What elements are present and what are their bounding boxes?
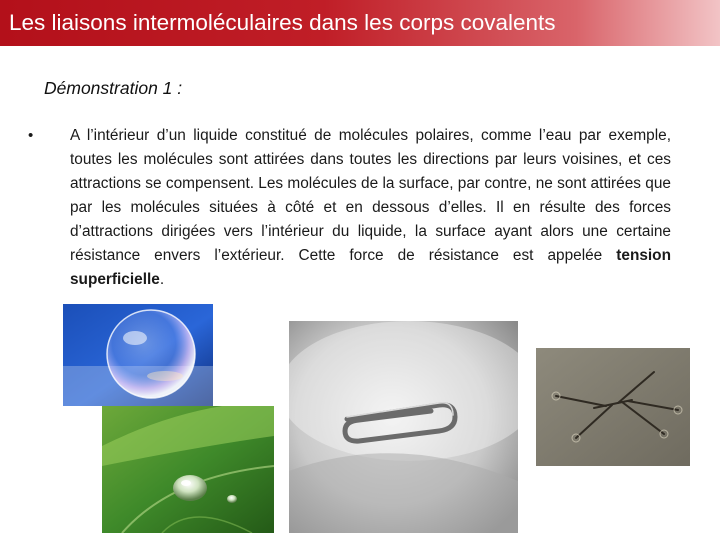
title-bar	[0, 0, 720, 46]
paragraph-text: A l’intérieur d’un liquide constitué de molécules polaires, comme l’eau par exemple, toutes les molécules sont attirées dans toutes les directions par leurs voisines, et ces attractions se compensent. Les molécules de la surface, par contre, ne sont attirées que par les molécules situées à côté et en dessous d’elles. Il en résulte des forces d’attractions dirigées vers l’intérieur du liquide, la surface ayant alors une certaine résistance envers l’extérieur. Cette force de résistance est appelée	[70, 127, 671, 264]
key-term: tension superficielle	[70, 247, 671, 288]
slide-title: Les liaisons intermoléculaires dans les corps covalents	[9, 10, 556, 35]
bullet-marker: •	[28, 127, 34, 144]
water-drop-on-leaf-photo	[102, 406, 274, 533]
paragraph-end: .	[159, 271, 165, 288]
soap-bubble-photo	[63, 304, 213, 406]
water-strider-photo	[536, 348, 690, 466]
bullet-paragraph	[70, 124, 671, 292]
slide-subtitle: Démonstration 1 :	[44, 78, 183, 98]
floating-paperclip-photo	[289, 321, 518, 533]
